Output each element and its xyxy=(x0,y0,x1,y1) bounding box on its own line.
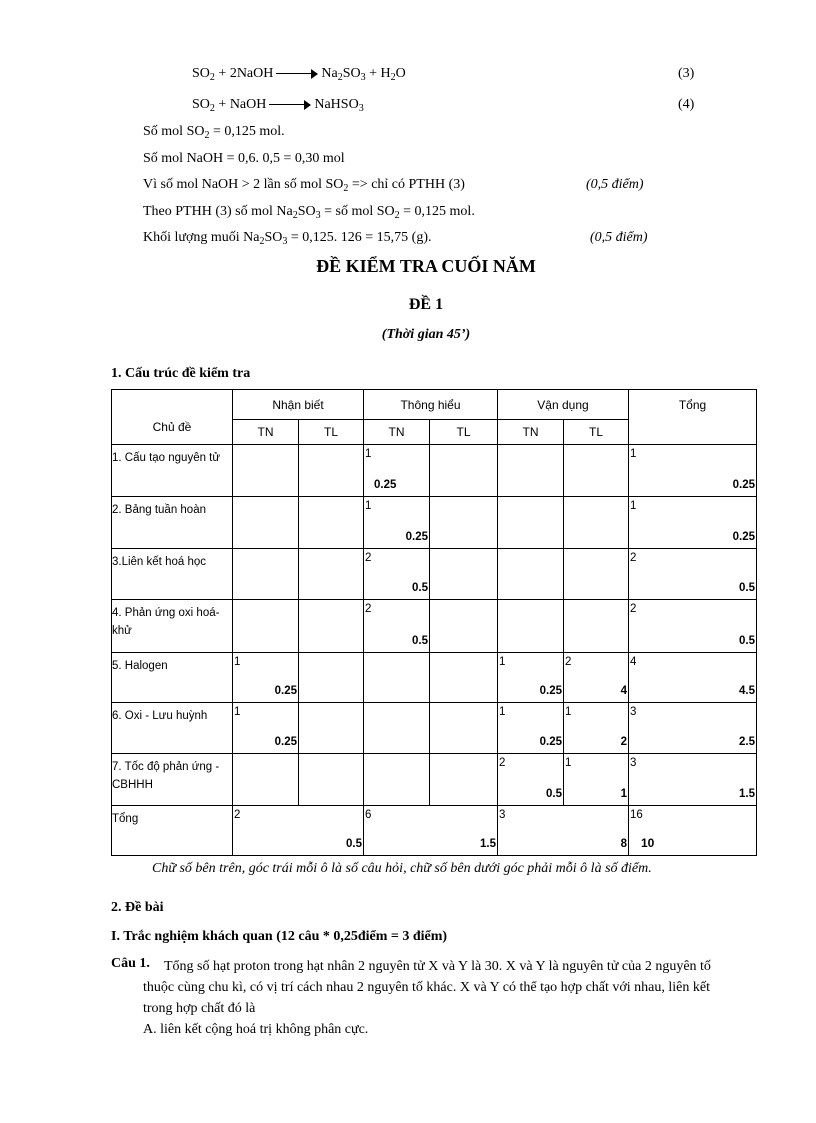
table-row xyxy=(112,653,757,703)
data-cell: 2 4 xyxy=(564,653,629,703)
topic-cell: 3.Liên kết hoá học xyxy=(112,549,233,600)
table-row xyxy=(112,754,757,806)
data-cell: 1 2 xyxy=(564,703,629,754)
data-cell: 2 0.5 xyxy=(498,754,564,806)
table-row xyxy=(112,600,757,653)
line-mass: Khối lượng muối $Na_2SO_3 = 0,125$. 126 = 15,75 (g). xyxy=(143,230,432,247)
table-total-row xyxy=(112,806,757,856)
topic-cell: 4. Phản ứng oxi hoá-khử xyxy=(112,600,233,653)
data-cell: 1 0.25 xyxy=(233,703,299,754)
topic-cell: 7. Tốc độ phản ứng - CBHHH xyxy=(112,754,233,806)
table-row xyxy=(112,549,757,600)
header-tn: TN xyxy=(364,420,430,445)
score-note-1: (0,5 điểm) xyxy=(586,177,644,192)
total-cell: 6 1.5 xyxy=(364,806,498,856)
topic-cell: 6. Oxi - Lưu huỳnh xyxy=(112,703,233,754)
question-1-label: Câu 1. xyxy=(111,956,150,971)
topic-cell: 2. Bảng tuần hoàn xyxy=(112,497,233,549)
table-row xyxy=(112,497,757,549)
section-exam-heading: 2. Đề bài xyxy=(111,900,164,915)
total-cell: 3 8 xyxy=(498,806,629,856)
topic-cell: 5. Halogen xyxy=(112,653,233,703)
line-mol-naoh: Số mol NaOH = 0,6. 0,5 = 0,30 mol xyxy=(143,151,345,166)
line-ratio: Vì số mol NaOH > 2 lần số mol $SO_2$ => chỉ có PTHH (3) xyxy=(143,177,465,194)
data-cell: 2 0.5 xyxy=(364,549,430,600)
data-cell: 1 0.25 xyxy=(233,653,299,703)
data-cell: 1 1 xyxy=(564,754,629,806)
header-tn: TN xyxy=(498,420,564,445)
header-total: Tổng xyxy=(629,390,757,445)
question-1-option-a: A. liên kết cộng hoá trị không phân cực. xyxy=(143,1022,369,1037)
table-row xyxy=(112,703,757,754)
equation-4: $SO_2$ + NaOH NaHSO$_3$ xyxy=(192,97,364,114)
reaction-arrow-icon xyxy=(276,69,318,79)
equation-4-number: (4) xyxy=(678,97,695,112)
part1-heading: I. Trắc nghiệm khách quan (12 câu * 0,25điểm = 3 điểm) xyxy=(111,929,448,944)
header-topic: Chủ đề xyxy=(112,390,233,445)
exam-matrix-table xyxy=(111,389,757,856)
total-cell: 2 0.5 xyxy=(629,549,757,600)
total-cell: 4 4.5 xyxy=(629,653,757,703)
header-tl: TL xyxy=(430,420,498,445)
header-recognition: Nhận biết xyxy=(233,390,364,420)
line-mol-so2: Số mol $SO_2 = 0,125$ mol. xyxy=(143,124,285,141)
question-1-text: Tổng số hạt proton trong hạt nhân 2 nguyên tử X và Y là 30. X và Y là nguyên tử của 2 nguyên tố thuộc cùng chu kì, có vị trí cách nhau 2 nguyên tố khác. X và Y có thể tạo hợp chất với nhau, liên kết trong hợp chất đó là xyxy=(143,959,711,1016)
header-tn: TN xyxy=(233,420,299,445)
data-cell: 2 0.5 xyxy=(364,600,430,653)
header-tl: TL xyxy=(299,420,364,445)
total-cell: 3 1.5 xyxy=(629,754,757,806)
table-caption: Chữ số bên trên, góc trái mỗi ô là số câu hỏi, chữ số bên dưới góc phải mỗi ô là số điểm. xyxy=(152,861,652,876)
exam-subtitle: ĐỀ 1 xyxy=(408,296,444,313)
header-comprehension: Thông hiểu xyxy=(364,390,498,420)
exam-title: ĐỀ KIỂM TRA CUỐI NĂM xyxy=(316,256,536,276)
total-cell: 2 0.5 xyxy=(233,806,364,856)
grand-total-cell: 16 10 xyxy=(629,806,757,856)
data-cell: 1 0.25 xyxy=(364,445,430,497)
header-tl: TL xyxy=(564,420,629,445)
total-cell: 1 0.25 xyxy=(629,445,757,497)
data-cell: 1 0.25 xyxy=(498,653,564,703)
header-application: Vận dụng xyxy=(498,390,629,420)
total-label: Tổng xyxy=(112,806,233,856)
equation-3: $SO_2$ + 2NaOH $Na_2SO_3 + H_2O$ xyxy=(192,66,406,83)
section-structure-heading: 1. Cấu trúc đề kiểm tra xyxy=(111,366,251,381)
equation-3-number: (3) xyxy=(678,66,695,81)
table-row xyxy=(112,445,757,497)
topic-cell: 1. Cấu tạo nguyên tử xyxy=(112,445,233,497)
line-pthh: Theo PTHH (3) số mol $Na_2SO_3$ = số mol $SO_2 = 0,125$ mol. xyxy=(143,204,475,221)
total-cell: 2 0.5 xyxy=(629,600,757,653)
total-cell: 3 2.5 xyxy=(629,703,757,754)
reaction-arrow-icon xyxy=(269,100,311,110)
data-cell: 1 0.25 xyxy=(364,497,430,549)
data-cell: 1 0.25 xyxy=(498,703,564,754)
score-note-2: (0,5 điểm) xyxy=(590,230,648,245)
exam-time: (Thời gian 45’) xyxy=(381,327,471,342)
total-cell: 1 0.25 xyxy=(629,497,757,549)
